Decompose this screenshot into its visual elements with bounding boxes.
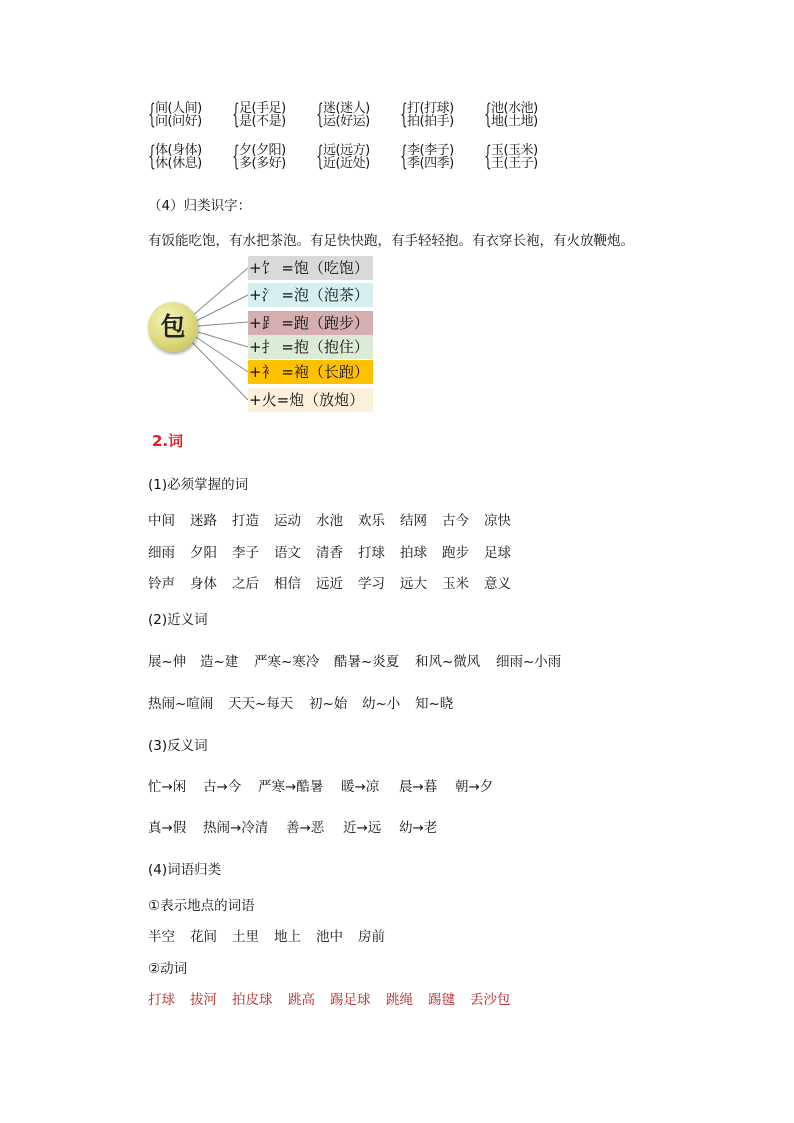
word: 运动 [274,513,301,529]
word: 朝→夕 [455,779,494,795]
word: 踢毽 [428,992,455,1008]
word: 池中 [316,929,343,945]
word: 跑步 [442,545,469,561]
connector-lines [0,0,794,440]
word: 远近 [316,576,343,592]
word: 造~建 [200,654,239,670]
word: 热闹→冷清 [203,820,269,836]
word: 土里 [232,929,259,945]
word: 玉米 [442,576,469,592]
word: 古→今 [203,779,242,795]
word: 身体 [190,576,217,592]
word: 细雨 [148,545,175,561]
word: 之后 [232,576,259,592]
classify-sentence: 有饭能吃饱，有水把茶泡。有足快快跑，有手轻轻抱。有衣穿长袍，有火放鞭炮。 [148,233,634,249]
word: 细雨~小雨 [496,654,562,670]
word: 半空 [148,929,175,945]
word: 天天~每天 [228,696,294,712]
word: 凉快 [484,513,511,529]
subsection-title: (4)词语归类 [148,862,222,878]
word: 房前 [358,929,385,945]
word: 足球 [484,545,511,561]
radical-box: +⻊ =跑（跑步） [248,311,373,335]
word: 迷路 [190,513,217,529]
word: 中间 [148,513,175,529]
word: 花间 [190,929,217,945]
radical-box: +火=炮（放炮） [248,388,373,412]
word: 学习 [358,576,385,592]
word: 热闹~喧闹 [148,696,214,712]
word: 结网 [400,513,427,529]
word: 拔河 [190,992,217,1008]
word: 意义 [484,576,511,592]
word: 踢足球 [330,992,371,1008]
word: 忙→闲 [148,779,187,795]
word: 严寒~寒冷 [254,654,320,670]
word: 展~伸 [148,654,187,670]
word: 和风~微风 [415,654,481,670]
radical-box: +饣 =饱（吃饱） [248,256,373,280]
subsection-title: (1)必须掌握的词 [148,477,249,493]
word: 拍皮球 [232,992,273,1008]
word: 幼→老 [399,820,438,836]
radical-box: +氵 =泡（泡茶） [248,283,373,307]
word: 李子 [232,545,259,561]
word: 酷暑~炎夏 [334,654,400,670]
word: 清香 [316,545,343,561]
word: 跳高 [288,992,315,1008]
word: 打造 [232,513,259,529]
subsection-title: (3)反义词 [148,738,208,754]
radical-box: +衤 =袍（长跑） [248,360,373,384]
word: 晨→暮 [399,779,438,795]
subsection-title: (2)近义词 [148,612,208,628]
word: 地上 [274,929,301,945]
word: 近→远 [343,820,382,836]
word: 幼~小 [362,696,401,712]
word: 古今 [442,513,469,529]
word: 真→假 [148,820,187,836]
word: 跳绳 [386,992,413,1008]
word: 欢乐 [358,513,385,529]
word: 暖→凉 [341,779,380,795]
radical-box: +扌 =抱（抱住） [248,335,373,359]
word: 打球 [148,992,175,1008]
word: 严寒→酷暑 [258,779,324,795]
word: 铃声 [148,576,175,592]
word: 相信 [274,576,301,592]
word: 善→恶 [286,820,325,836]
center-character: 包 [148,302,198,352]
word: 远大 [400,576,427,592]
subsection-title: ①表示地点的词语 [148,898,255,914]
word: 知~晓 [415,696,454,712]
classify-heading: （4）归类识字： [148,198,252,214]
subsection-title: ②动词 [148,961,188,977]
word: 初~始 [309,696,348,712]
word: 打球 [358,545,385,561]
word: 水池 [316,513,343,529]
word: 丢沙包 [470,992,511,1008]
word: 拍球 [400,545,427,561]
section-title: 2.词 [152,432,184,450]
word: 语文 [274,545,301,561]
word: 夕阳 [190,545,217,561]
